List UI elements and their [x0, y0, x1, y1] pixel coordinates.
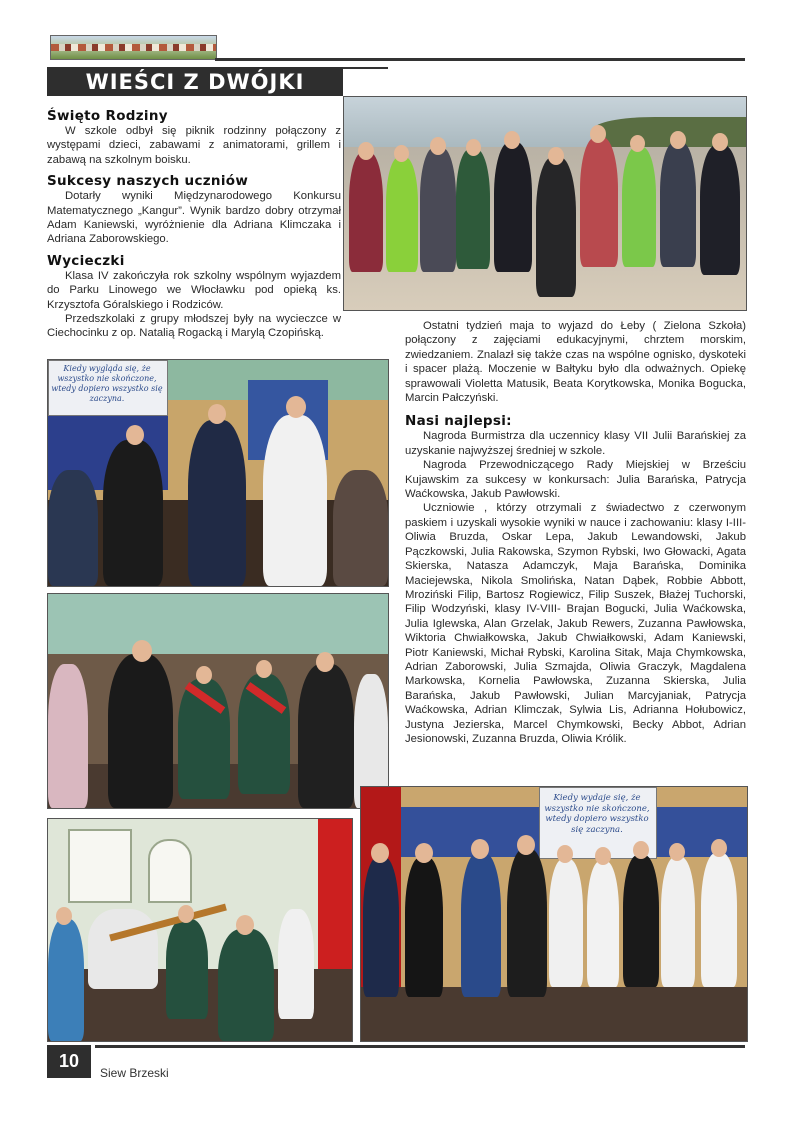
- banner-quote: Kiedy wydaje się, że wszystko nie skończone, wtedy dopiero wszystko się zaczyna.: [544, 793, 650, 835]
- paragraph: Nagroda Przewodniczącego Rady Miejskiej w Brześciu Kujawskim za sukcesy w konkursach: Julia Barańska, Patrycja Waćkowska, Jakub Pawłowski.: [405, 459, 746, 501]
- footer-divider: [95, 1045, 745, 1048]
- left-text-column: [47, 108, 341, 341]
- photo-beach-group: [343, 96, 747, 311]
- paragraph: Uczniowie , którzy otrzymali z świadectwo z czerwonym paskiem i uzyskali wysokie wyniki w nauce i zachowaniu: klasy I-III- Oliwia Bruzda, Oskar Lepa, Jakub Lewandowski, Jakub Pączkowski, Julia Rakowska, Szymon Rybski, Iwo Głowacki, Agata Skierska, Natasza Adamczyk, Maja Barańska, Dominika Maciejewska, Nikola Smolińska, Natan Dąbek, Robbie Abbott, Mroziński Filip, Bartosz Rogiewicz, Filip Suszek, Błażej Tuchorski, Filip Wodzyński, klasy IV-VIII- Brajan Bogucki, Julia Waćkowska, Julia Iglewska, Alan Grzelak, Jakub Rewers, Zuzanna Pawłowska, Wiktoria Chwiałkowska, Jakub Chwiałkowski, Adam Kaniewski, Piotr Kaniewski, Michał Rybski, Karolina Sitak, Maja Chymkowska, Adrian Zaborowski, Julia Szmajda, Oliwia Graczyk, Magdalena Markowska, Kornelia Pawłowska, Zuzanna Skierska, Julia Barańska, Jakub Pawłowski, Julian Marcyjaniak, Patrycja Waćkowska, Adrian Klimczak, Sylwia Lis, Adrianna Hołubowicz, Justyna Jezierska, Marcel Chymkowski, Becky Abbot, Adrian Jesionowski, Zuzanna Bruzda, Oliwia Królik.: [405, 502, 746, 745]
- photo-hall-flag-bearers: [47, 818, 353, 1042]
- right-text-column: [405, 319, 746, 746]
- publication-name: Siew Brzeski: [100, 1066, 169, 1080]
- paragraph: Ostatni tydzień maja to wyjazd do Łeby ( Zielona Szkoła) połączony z zajęciami edukacyjnymi, chrztem morskim, zwiedzaniem. Znalazł się także czas na wspólne ognisko, dyskoteki i spacer plażą. Moczenie w Bałtyku było dla odważnych. Opiekę sprawowali Violetta Matusik, Beata Korytkowska, Monika Bogucka, Marcin Pałczyński.: [405, 320, 746, 405]
- paragraph: Klasa IV zakończyła rok szkolny wspólnym wyjazdem do Parku Linowego we Włocławku pod opieką ks. Krzysztofa Góralskiego i Rodziców.: [47, 269, 341, 311]
- photo-ceremony-stage: [47, 359, 389, 587]
- header-town-thumbnail: [50, 35, 217, 60]
- title-divider: [343, 67, 388, 69]
- section-heading: Sukcesy naszych uczniów: [47, 173, 249, 190]
- top-divider: [215, 58, 745, 61]
- section-heading: Wycieczki: [47, 252, 125, 269]
- paragraph: Dotarły wyniki Międzynarodowego Konkursu Matematycznego „Kangur”. Wynik bardzo dobry otrzymał Adam Kaniewski, wyróżnienie dla Adriana Klimczaka i Adriana Zaborowskiego.: [47, 190, 341, 246]
- paragraph: Przedszkolaki z grupy młodszej były na wycieczce w Ciechocinku z op. Natalią Rogacką i Marylą Czopińską.: [47, 313, 341, 340]
- page-title: WIEŚCI Z DWÓJKI: [47, 67, 343, 96]
- photo-procession: [47, 593, 389, 809]
- page-number: 10: [47, 1045, 91, 1078]
- paragraph: W szkole odbył się piknik rodzinny połączony z występami dzieci, zabawami z animatorami, grillem i zabawą na szkolnym boisku.: [47, 125, 341, 166]
- photo-graduates-row: [360, 786, 748, 1042]
- banner-quote: Kiedy wygląda się, że wszystko nie skończone, wtedy dopiero wszystko się zaczyna.: [51, 364, 163, 403]
- section-heading: Nasi najlepsi:: [405, 413, 512, 430]
- paragraph: Nagroda Burmistrza dla uczennicy klasy VII Julii Barańskiej za uzyskanie najwyższej średniej w szkole.: [405, 430, 746, 457]
- section-heading: Święto Rodziny: [47, 108, 168, 124]
